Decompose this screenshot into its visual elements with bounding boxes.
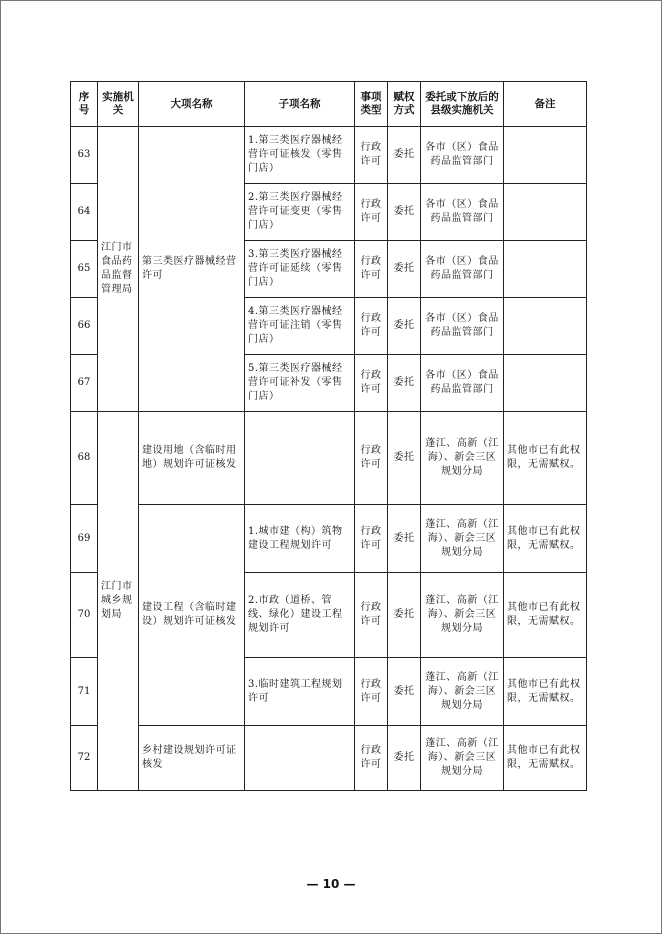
header-remarks: 备注 [504,82,587,127]
type-cell: 行政许可 [355,412,388,505]
target-cell: 蓬江、高新（江海）、新会三区规划分局 [421,412,504,505]
remarks-cell: 其他市已有此权限，无需赋权。 [504,412,587,505]
method-cell: 委托 [388,127,421,184]
method-cell: 委托 [388,184,421,241]
permit-table [70,81,587,791]
header-sub-item: 子项名称 [245,82,355,127]
type-cell: 行政许可 [355,505,388,573]
header-type: 事项类型 [355,82,388,127]
header-row [71,82,587,127]
remarks-cell: 其他市已有此权限，无需赋权。 [504,726,587,791]
agency-cell: 江门市城乡规划局 [98,412,139,791]
header-major-item: 大项名称 [139,82,245,127]
type-cell: 行政许可 [355,184,388,241]
sub-item-cell: 4.第三类医疗器械经营许可证注销（零售门店） [245,298,355,355]
row-number: 66 [71,298,98,355]
sub-item-cell: 1.第三类医疗器械经营许可证核发（零售门店） [245,127,355,184]
remarks-cell [504,355,587,412]
type-cell: 行政许可 [355,127,388,184]
target-cell: 蓬江、高新（江海）、新会三区规划分局 [421,505,504,573]
method-cell: 委托 [388,573,421,658]
row-number: 70 [71,573,98,658]
method-cell: 委托 [388,505,421,573]
type-cell: 行政许可 [355,241,388,298]
target-cell: 各市（区）食品药品监管部门 [421,355,504,412]
type-cell: 行政许可 [355,658,388,726]
type-cell: 行政许可 [355,573,388,658]
type-cell: 行政许可 [355,355,388,412]
sub-item-cell [245,726,355,791]
method-cell: 委托 [388,355,421,412]
row-number: 69 [71,505,98,573]
target-cell: 各市（区）食品药品监管部门 [421,127,504,184]
sub-item-cell: 3.第三类医疗器械经营许可证延续（零售门店） [245,241,355,298]
table-row [71,127,587,184]
type-cell: 行政许可 [355,726,388,791]
sub-item-cell [245,412,355,505]
target-cell: 蓬江、高新（江海）、新会三区规划分局 [421,726,504,791]
remarks-cell: 其他市已有此权限，无需赋权。 [504,505,587,573]
method-cell: 委托 [388,298,421,355]
remarks-cell [504,184,587,241]
major-item-cell: 建设用地（含临时用地）规划许可证核发 [139,412,245,505]
row-number: 68 [71,412,98,505]
remarks-cell [504,241,587,298]
row-number: 67 [71,355,98,412]
target-cell: 蓬江、高新（江海）、新会三区规划分局 [421,658,504,726]
table-row [71,412,587,505]
header-target: 委托或下放后的县级实施机关 [421,82,504,127]
major-item-cell: 乡村建设规划许可证核发 [139,726,245,791]
target-cell: 蓬江、高新（江海）、新会三区规划分局 [421,573,504,658]
sub-item-cell: 2.第三类医疗器械经营许可证变更（零售门店） [245,184,355,241]
row-number: 71 [71,658,98,726]
row-number: 63 [71,127,98,184]
header-agency: 实施机关 [98,82,139,127]
row-number: 64 [71,184,98,241]
sub-item-cell: 3.临时建筑工程规划许可 [245,658,355,726]
type-cell: 行政许可 [355,298,388,355]
remarks-cell: 其他市已有此权限，无需赋权。 [504,573,587,658]
method-cell: 委托 [388,726,421,791]
method-cell: 委托 [388,241,421,298]
row-number: 72 [71,726,98,791]
header-method: 赋权方式 [388,82,421,127]
target-cell: 各市（区）食品药品监管部门 [421,184,504,241]
header-seq: 序号 [71,82,98,127]
table-row [71,505,587,573]
major-item-cell: 建设工程（含临时建设）规划许可证核发 [139,505,245,726]
remarks-cell [504,298,587,355]
row-number: 65 [71,241,98,298]
remarks-cell: 其他市已有此权限，无需赋权。 [504,658,587,726]
target-cell: 各市（区）食品药品监管部门 [421,241,504,298]
target-cell: 各市（区）食品药品监管部门 [421,298,504,355]
agency-cell: 江门市食品药品监督管理局 [98,127,139,412]
table-row [71,726,587,791]
sub-item-cell: 1.城市建（构）筑物建设工程规划许可 [245,505,355,573]
method-cell: 委托 [388,412,421,505]
method-cell: 委托 [388,658,421,726]
major-item-cell: 第三类医疗器械经营许可 [139,127,245,412]
sub-item-cell: 5.第三类医疗器械经营许可证补发（零售门店） [245,355,355,412]
page-number: — 10 — [306,877,356,891]
sub-item-cell: 2.市政（道桥、管线、绿化）建设工程规划许可 [245,573,355,658]
remarks-cell [504,127,587,184]
